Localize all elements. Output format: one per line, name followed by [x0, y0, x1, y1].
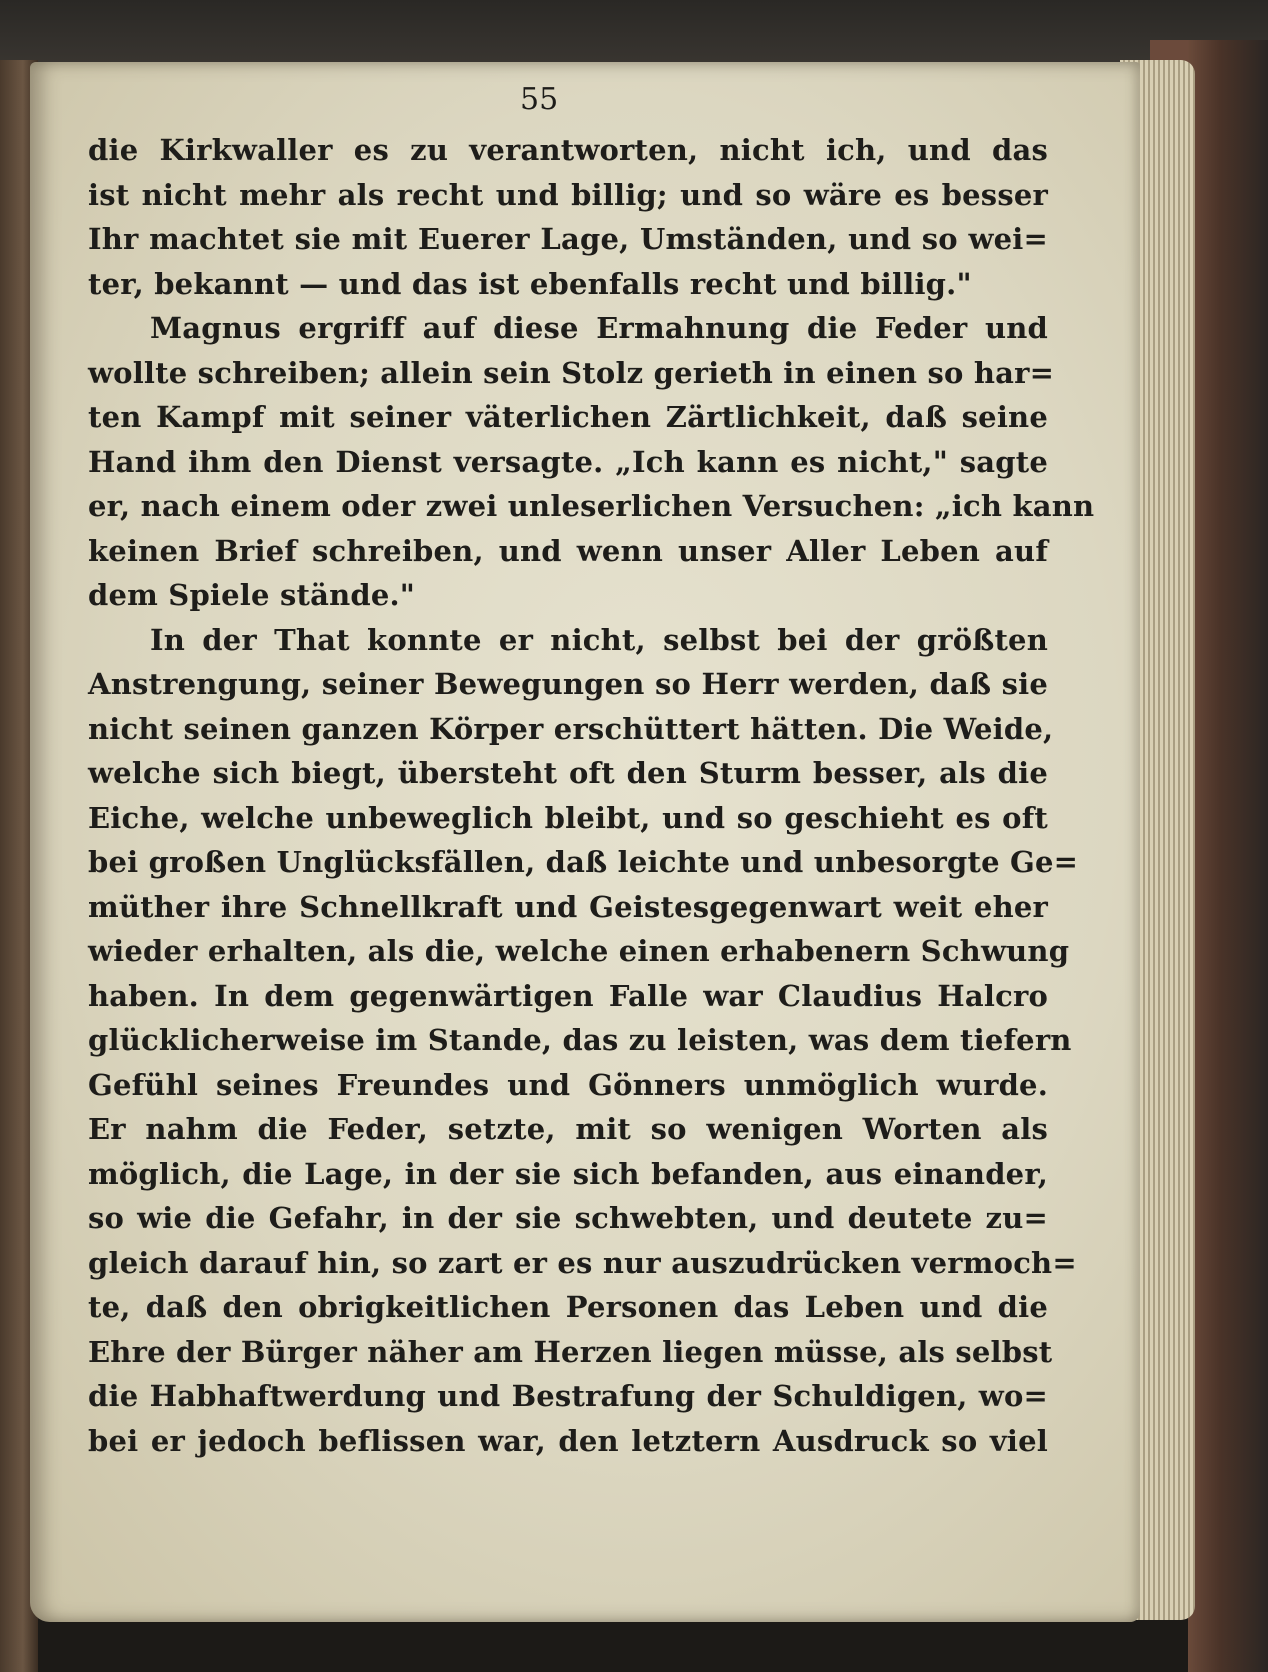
text-line: ter, bekannt — und das ist ebenfalls recht und billig." — [88, 266, 972, 301]
text-line: haben. In dem gegenwärtigen Falle war Claudius Halcro — [88, 978, 1048, 1013]
text-line: so wie die Gefahr, in der sie schwebten, und deutete zu= — [88, 1201, 1048, 1235]
text-line: Hand ihm den Dienst versagte. „Ich kann es nicht," sagte — [88, 444, 1048, 479]
text-line: Gefühl seines Freundes und Gönners unmöglich wurde. — [88, 1067, 1048, 1102]
text-line: möglich, die Lage, in der sie sich befanden, aus einander, — [88, 1156, 1048, 1191]
text-line: Eiche, welche unbeweglich bleibt, und so geschieht es oft — [88, 800, 1048, 835]
text-line: bei er jedoch beflissen war, den letztern Ausdruck so viel — [88, 1423, 1048, 1458]
text-line: glücklicherweise im Stande, das zu leisten, was dem tiefern — [88, 1023, 1072, 1057]
background-top — [0, 0, 1268, 70]
text-line: welche sich biegt, übersteht oft den Sturm besser, als die — [88, 756, 1048, 790]
text-line: wieder erhalten, als die, welche einen erhabenern Schwung — [88, 934, 1070, 968]
text-line: Er nahm die Feder, setzte, mit so wenigen Worten als — [88, 1112, 1048, 1146]
text-line: die Habhaftwerdung und Bestrafung der Schuldigen, wo= — [88, 1379, 1048, 1413]
text-line: In der That konnte er nicht, selbst bei der größten — [150, 622, 1048, 657]
text-line: te, daß den obrigkeitlichen Personen das Leben und die — [88, 1290, 1048, 1324]
text-line: ten Kampf mit seiner väterlichen Zärtlichkeit, daß seine — [88, 400, 1048, 434]
text-line: Ihr machtet sie mit Euerer Lage, Umständen, und so wei= — [88, 222, 1048, 256]
page-text — [88, 128, 1095, 1463]
text-line: die Kirkwaller es zu verantworten, nicht ich, und das — [88, 133, 1048, 167]
text-line: Anstrengung, seiner Bewegungen so Herr werden, daß sie — [88, 667, 1048, 701]
page-number: 55 — [520, 82, 559, 117]
text-line: nicht seinen ganzen Körper erschüttert hätten. Die Weide, — [88, 711, 1054, 746]
text-line: dem Spiele stände." — [88, 578, 416, 612]
text-line: Magnus ergriff auf diese Ermahnung die Feder und — [150, 311, 1048, 345]
text-line: wollte schreiben; allein sein Stolz gerieth in einen so har= — [88, 355, 1055, 390]
text-line: Ehre der Bürger näher am Herzen liegen müsse, als selbst — [88, 1334, 1053, 1369]
text-line: ist nicht mehr als recht und billig; und so wäre es besser — [88, 177, 1048, 212]
text-line: er, nach einem oder zwei unleserlichen Versuchen: „ich kann — [88, 489, 1095, 523]
text-line: keinen Brief schreiben, und wenn unser Aller Leben auf — [88, 533, 1048, 568]
text-line: gleich darauf hin, so zart er es nur auszudrücken vermoch= — [88, 1245, 1077, 1280]
book-cover-right — [1188, 40, 1268, 1672]
text-line: müther ihre Schnellkraft und Geistesgegenwart weit eher — [88, 889, 1048, 924]
text-line: bei großen Unglücksfällen, daß leichte und unbesorgte Ge= — [88, 845, 1079, 879]
